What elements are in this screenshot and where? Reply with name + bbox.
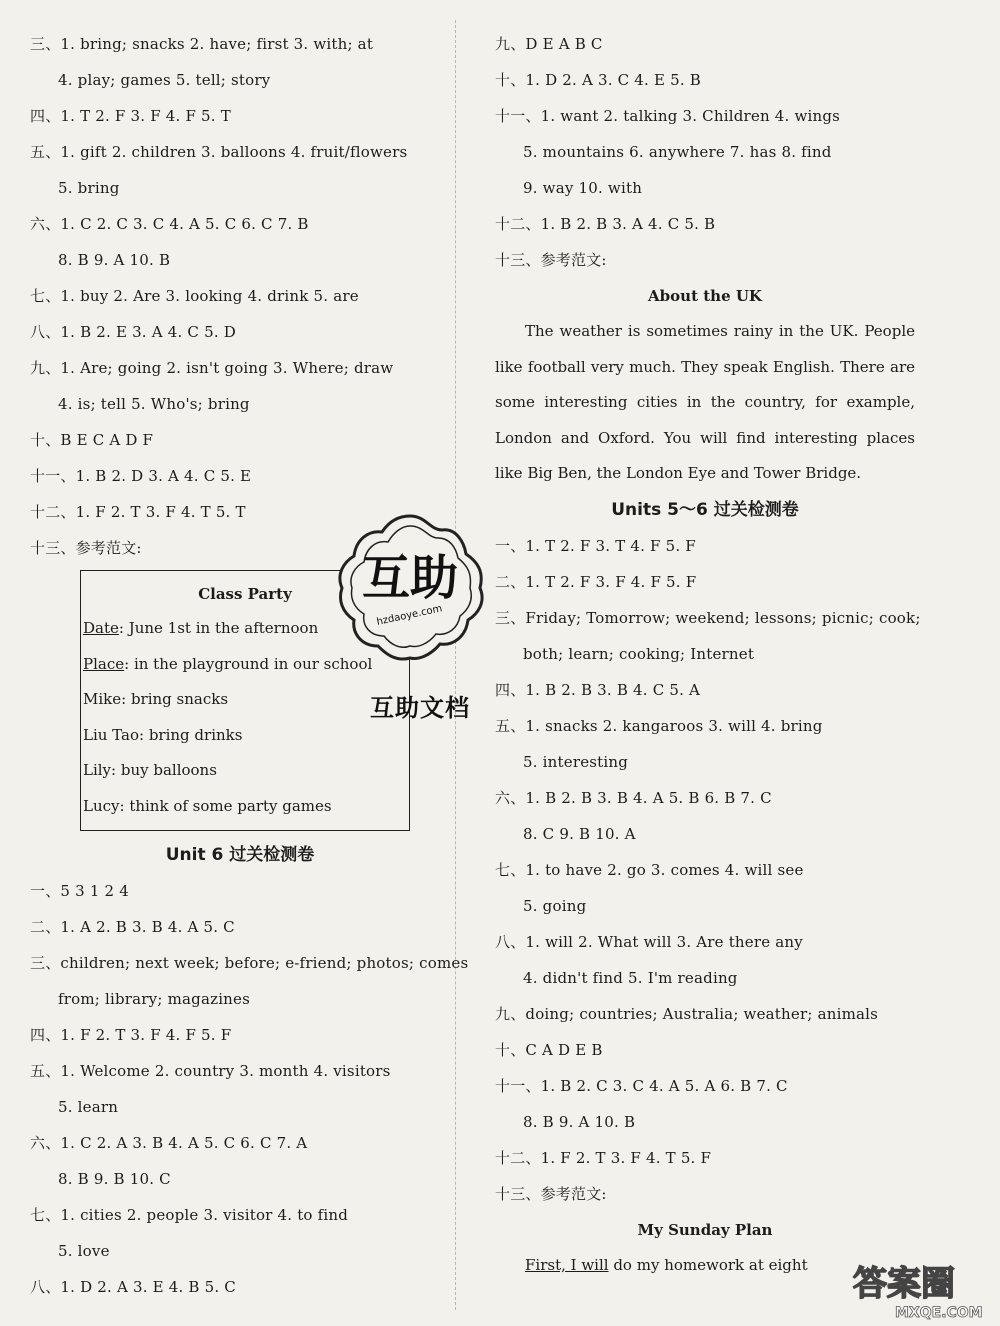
notice-row: Liu Tao: bring drinks xyxy=(83,725,243,744)
left-answer-block-top xyxy=(30,26,450,566)
answer-line: 一、1. T 2. F 3. T 4. F 5. F xyxy=(495,536,696,555)
essay-about-the-uk xyxy=(495,278,915,492)
answer-line-continuation: 4. is; tell 5. Who's; bring xyxy=(58,395,250,413)
answer-line: 六、1. B 2. B 3. B 4. A 5. B 6. B 7. C xyxy=(495,788,772,807)
essay-body: The weather is sometimes rainy in the UK. People like football very much. They speak English. There are some interesting cities in the country, for example, London and Oxford. You will find interesting places like Big Ben, the London Eye and Tower Bridge. xyxy=(495,322,915,482)
answer-line: 一、5 3 1 2 4 xyxy=(30,882,129,900)
answer-line: 八、1. will 2. What will 3. Are there any xyxy=(495,932,803,951)
answer-line: 四、1. T 2. F 3. F 4. F 5. T xyxy=(30,107,231,125)
answer-line: 九、1. Are; going 2. isn't going 3. Where; draw xyxy=(30,359,394,377)
answer-line: 四、1. B 2. B 3. B 4. C 5. A xyxy=(495,680,701,699)
answer-line: 六、1. C 2. C 3. C 4. A 5. C 6. C 7. B xyxy=(30,215,309,233)
essay-title: About the UK xyxy=(648,287,762,305)
answer-line: 六、1. C 2. A 3. B 4. A 5. C 6. C 7. A xyxy=(30,1134,308,1152)
right-answer-block-top xyxy=(495,26,915,278)
answer-line: 十三、参考范文: xyxy=(30,539,142,557)
answer-line-continuation: 5. bring xyxy=(58,179,120,197)
answer-line-continuation: 9. way 10. with xyxy=(523,179,643,197)
answer-line: 十、1. D 2. A 3. C 4. E 5. B xyxy=(495,71,701,89)
notice-row: Lily: buy balloons xyxy=(83,761,217,779)
answer-line-continuation: from; library; magazines xyxy=(58,990,251,1008)
answer-line: 八、1. D 2. A 3. E 4. B 5. C xyxy=(30,1278,236,1296)
answer-line: 十三、参考范文: xyxy=(495,251,607,269)
answer-line: 七、1. to have 2. go 3. comes 4. will see xyxy=(495,860,804,879)
answer-line: 四、1. F 2. T 3. F 4. F 5. F xyxy=(30,1026,232,1044)
answer-line: 十二、1. F 2. T 3. F 4. T 5. T xyxy=(30,503,246,521)
answer-line: 三、Friday; Tomorrow; weekend; lessons; picnic; cook; xyxy=(495,608,921,627)
answer-line-continuation: 8. B 9. B 10. C xyxy=(58,1170,171,1188)
answer-line: 十一、1. B 2. C 3. C 4. A 5. A 6. B 7. C xyxy=(495,1076,788,1095)
answer-line: 二、1. A 2. B 3. B 4. A 5. C xyxy=(30,918,235,936)
answer-line: 二、1. T 2. F 3. F 4. F 5. F xyxy=(495,572,697,591)
answer-line-continuation: 4. play; games 5. tell; story xyxy=(58,71,271,89)
huzhu-stamp-logo xyxy=(330,508,490,668)
notice-title: Class Party xyxy=(198,585,292,603)
answer-line-continuation: 5. learn xyxy=(58,1098,119,1116)
answer-line-continuation: 4. didn't find 5. I'm reading xyxy=(523,968,738,987)
answer-line-continuation: 5. mountains 6. anywhere 7. has 8. find xyxy=(523,143,832,161)
notice-place-value: : in the playground in our school xyxy=(124,654,373,673)
watermark-text: 答案圈 xyxy=(853,1264,955,1304)
answer-line-continuation: 5. going xyxy=(523,896,587,915)
answer-line: 十二、1. F 2. T 3. F 4. T 5. F xyxy=(495,1148,712,1167)
notice-place-label: Place xyxy=(83,654,125,673)
answer-line: 十一、1. want 2. talking 3. Children 4. wings xyxy=(495,107,841,125)
stamp-caption: 互助文档 xyxy=(370,694,470,722)
answer-line: 三、1. bring; snacks 2. have; first 3. with; at xyxy=(30,35,374,53)
answer-line: 七、1. buy 2. Are 3. looking 4. drink 5. are xyxy=(30,287,359,305)
answer-line-continuation: 5. interesting xyxy=(523,752,629,771)
answer-line: 十一、1. B 2. D 3. A 4. C 5. E xyxy=(30,467,252,485)
answer-line: 五、1. Welcome 2. country 3. month 4. visitors xyxy=(30,1062,391,1080)
right-answer-block-bottom xyxy=(495,528,921,1212)
units5-6-section-title: Units 5～6 过关检测卷 xyxy=(611,499,799,520)
notice-row: Mike: bring snacks xyxy=(83,690,229,708)
notice-date-value: : June 1st in the afternoon xyxy=(118,619,319,637)
right-column xyxy=(495,26,921,1283)
answer-line: 五、1. snacks 2. kangaroos 3. will 4. bring xyxy=(495,716,823,735)
essay-title: My Sunday Plan xyxy=(637,1220,773,1239)
answer-line: 十、B E C A D F xyxy=(30,431,154,449)
stamp-big-text: 互助 xyxy=(361,550,459,606)
notice-date-label: Date xyxy=(83,619,119,637)
answer-line: 十二、1. B 2. B 3. A 4. C 5. B xyxy=(495,215,716,233)
answer-line-continuation: 8. B 9. A 10. B xyxy=(58,251,171,269)
answer-line: 七、1. cities 2. people 3. visitor 4. to find xyxy=(30,1206,349,1224)
notice-row: Lucy: think of some party games xyxy=(83,796,332,815)
stamp-url: hzdaoye.com xyxy=(375,603,444,628)
watermark-url: MXQE.COM xyxy=(895,1305,983,1321)
answer-line-continuation: 5. love xyxy=(58,1242,110,1260)
answer-line: 三、children; next week; before; e-friend; photos; comes xyxy=(30,954,469,972)
answer-line-continuation: both; learn; cooking; Internet xyxy=(523,644,755,663)
answer-line: 五、1. gift 2. children 3. balloons 4. fruit/flowers xyxy=(30,143,408,161)
mxqe-watermark-logo xyxy=(845,1255,995,1323)
left-answer-block-bottom xyxy=(30,873,469,1305)
essay-rest: do my homework at eight xyxy=(608,1255,808,1274)
unit6-section-title: Unit 6 过关检测卷 xyxy=(165,845,315,865)
answer-line-continuation: 8. B 9. A 10. B xyxy=(523,1112,636,1131)
answer-line: 十、C A D E B xyxy=(495,1040,603,1059)
answer-line: 九、D E A B C xyxy=(495,35,603,53)
answer-line-continuation: 8. C 9. B 10. A xyxy=(523,824,636,843)
essay-first-phrase: First, I will xyxy=(525,1255,609,1274)
answer-line: 八、1. B 2. E 3. A 4. C 5. D xyxy=(30,323,236,341)
answer-line: 九、doing; countries; Australia; weather; animals xyxy=(495,1004,879,1023)
answer-line: 十三、参考范文: xyxy=(495,1184,607,1203)
